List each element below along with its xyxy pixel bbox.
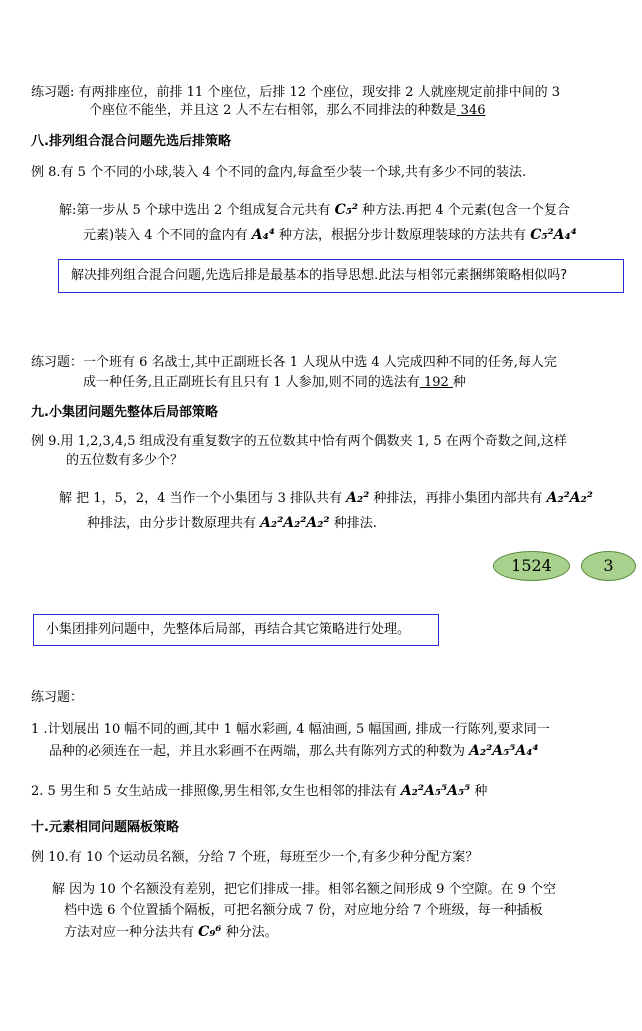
text-span: 元素)装入 4 个不同的盒内有 xyxy=(83,228,248,243)
text-span: 种排法. xyxy=(333,516,377,531)
math-expression: A₄⁴ xyxy=(251,227,275,243)
practice-text xyxy=(89,102,486,120)
text-span: 种排法，由分步计数原理共有 xyxy=(87,516,257,531)
tip-box xyxy=(33,614,439,646)
text-span: 品种的必须连在一起，并且水彩画不在两端，那么共有陈列方式的种数为 xyxy=(49,744,466,759)
math-expression: C₅² xyxy=(334,202,358,218)
section-heading: 十.元素相同问题隔板策略 xyxy=(31,820,179,835)
answer-oval: 1524 xyxy=(493,551,570,581)
practice-text: 练习题: 有两排座位，前排 11 个座位，后排 12 个座位，现安排 2 人就座规定前排中间的 3 xyxy=(31,85,561,100)
solution-text xyxy=(87,514,377,533)
practice-text xyxy=(49,742,539,761)
solution-text xyxy=(59,201,570,220)
example-text: 例 8.有 5 个不同的小球,装入 4 个不同的盒内,每盒至少装一个球,共有多少不同的装法. xyxy=(31,165,527,180)
math-expression: A₂²A₂²A₂² xyxy=(260,515,330,531)
text-span: 方法对应一种分法共有 xyxy=(64,925,195,940)
solution-text: 档中选 6 个位置插个隔板，可把名额分成 7 份，对应地分给 7 个班级，每一种插板 xyxy=(64,903,543,918)
example-text: 例 10.有 10 个运动员名额，分给 7 个班，每班至少一个,有多少种分配方案？ xyxy=(31,850,479,865)
example-text: 例 9.用 1,2,3,4,5 组成没有重复数字的五位数其中恰有两个偶数夹 1, 5 在两个奇数之间,这样 xyxy=(31,434,567,449)
solution-text xyxy=(83,226,577,245)
text-span: 种排法，再排小集团内部共有 xyxy=(373,491,543,506)
tip-box xyxy=(58,259,624,293)
text-span: 成一种任务,且正副班长有且只有 1 人参加,则不同的选法有 xyxy=(83,375,420,390)
practice-text: 练习题：一个班有 6 名战士,其中正副班长各 1 人现从中选 4 人完成四种不同的任务,每人完 xyxy=(31,355,557,370)
math-expression: C₉⁶ xyxy=(198,924,222,940)
text-span: 2. 5 男生和 5 女生站成一排照像,男生相邻,女生也相邻的排法有 xyxy=(31,784,397,799)
text-span: 种 xyxy=(452,375,466,390)
practice-text xyxy=(83,374,466,392)
text-span: 种方法，根据分步计数原理装球的方法共有 xyxy=(279,228,527,243)
solution-text: 解 因为 10 个名额没有差别，把它们排成一排。相邻名额之间形成 9 个空隙。在 9 个空 xyxy=(52,882,557,897)
practice-text xyxy=(31,782,487,801)
text-span: 种方法.再把 4 个元素(包含一个复合 xyxy=(362,203,570,218)
practice-text: 1 .计划展出 10 幅不同的画,其中 1 幅水彩画, 4 幅油画, 5 幅国画, 排成一行陈列,要求同一 xyxy=(31,722,550,737)
math-expression: A₂²A₅⁵A₄⁴ xyxy=(469,743,539,759)
math-expression: A₂² xyxy=(346,490,370,506)
tip-text: 小集团排列问题中，先整体后局部，再结合其它策略进行处理。 xyxy=(46,622,411,637)
answer-oval: 3 xyxy=(581,551,636,581)
practice-heading: 练习题： xyxy=(31,690,84,705)
math-expression: A₂²A₂² xyxy=(546,490,593,506)
solution-text xyxy=(59,489,593,508)
text-span: 解:第一步从 5 个球中选出 2 个组成复合元共有 xyxy=(59,203,331,218)
text-span: 种分法。 xyxy=(225,925,278,940)
math-expression: A₂²A₅⁵A₅⁵ xyxy=(400,783,471,799)
math-expression: C₅²A₄⁴ xyxy=(530,227,577,243)
section-heading: 九.小集团问题先整体后局部策略 xyxy=(31,405,218,420)
example-text: 的五位数有多少个？ xyxy=(66,453,184,468)
solution-text xyxy=(64,923,278,942)
text-span: 解 把 1，5，2，4 当作一个小集团与 3 排队共有 xyxy=(59,491,343,506)
answer-blank: 192 xyxy=(419,375,453,390)
section-heading: 八.排列组合混合问题先选后排策略 xyxy=(31,134,231,149)
text-span: 种 xyxy=(474,784,488,799)
answer-blank: 346 xyxy=(456,103,486,118)
tip-text: 解决排列组合混合问题,先选后排是最基本的指导思想.此法与相邻元素捆绑策略相似吗? xyxy=(71,268,568,283)
text-span: 个座位不能坐，并且这 2 人不左右相邻，那么不同排法的种数是 xyxy=(89,103,457,118)
